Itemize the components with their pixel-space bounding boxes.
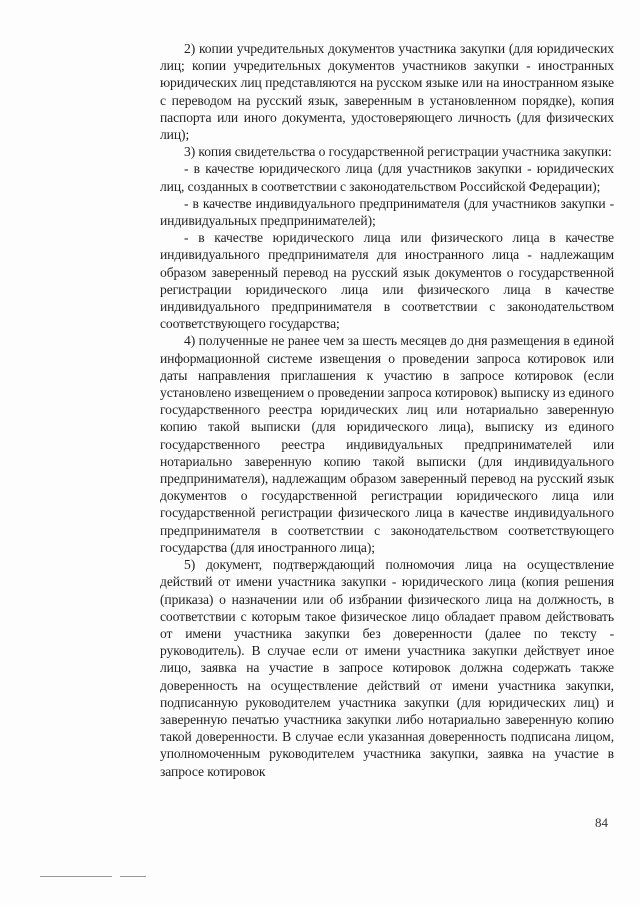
paragraph-bullet-entrepreneur: - в качестве индивидуального предпринимателя (для участников закупки - индивидуальных предпринимателей);	[160, 195, 614, 229]
paragraph-bullet-foreign: - в качестве юридического лица или физического лица в качестве индивидуального предпринимателя для иностранного лица - надлежащим образом заверенный перевод на русский язык документов о государственной регистрации юридического лица или физического лица в качестве индивидуального предпринимателя в соответствии с законодательством соответствующего государства;	[160, 230, 614, 332]
paragraph-item-2: 2) копии учредительных документов участника закупки (для юридических лиц; копии учредительных документов участников закупки - иностранных юридических лиц представляются на русском языке или на иностранном языке с переводом на русский язык, заверенным в установленном порядке), копия паспорта или иного документа, удостоверяющего личность (для физических лиц);	[160, 41, 614, 143]
scan-artifact-line	[40, 876, 112, 877]
paragraph-item-3: 3) копия свидетельства о государственной регистрации участника закупки:	[184, 144, 612, 160]
scan-artifact-line	[120, 876, 146, 877]
paragraph-item-5: 5) документ, подтверждающий полномочия лица на осуществление действий от имени участника закупки - юридического лица (копия решения (приказа) о назначении или об избрании физического лица на должность, в соответствии с которым такое физическое лицо обладает правом действовать от имени участника закупки без доверенности (далее по тексту - руководитель). В случае если от имени участника закупки действует иное лицо, заявка на участие в запросе котировок должна содержать также доверенность на осуществление действий от имени участника закупки, подписанную руководителем участника закупки (для юридических лиц) и заверенную печатью участника закупки либо нотариально заверенную копию такой доверенности. В случае если указанная доверенность подписана лицом, уполномоченным руководителем участника закупки, заявка на участие в запросе котировок	[160, 557, 614, 779]
paragraph-bullet-legal-entity: - в качестве юридического лица (для участников закупки - юридических лиц, созданных в соответствии с законодательством Российской Федерации);	[160, 161, 614, 194]
document-body	[160, 40, 614, 780]
page-number: 84	[595, 815, 608, 830]
paragraph-item-4: 4) полученные не ранее чем за шесть месяцев до дня размещения в единой информационной системе извещения о проведении запроса котировок или даты направления приглашения к участию в запросе котировок (если установлено извещением о проведении запроса котировок) выписку из единого государственного реестра юридических лиц или нотариально заверенную копию такой выписки (для юридического лица), выписку из единого государственного реестра индивидуальных предпринимателей или нотариально заверенную копию такой выписки (для индивидуального предпринимателя), надлежащим образом заверенный перевод на русский язык документов о государственной регистрации юридического лица или государственной регистрации физического лица в качестве индивидуального предпринимателя в соответствии с законодательством соответствующего государства (для иностранного лица);	[160, 333, 614, 555]
